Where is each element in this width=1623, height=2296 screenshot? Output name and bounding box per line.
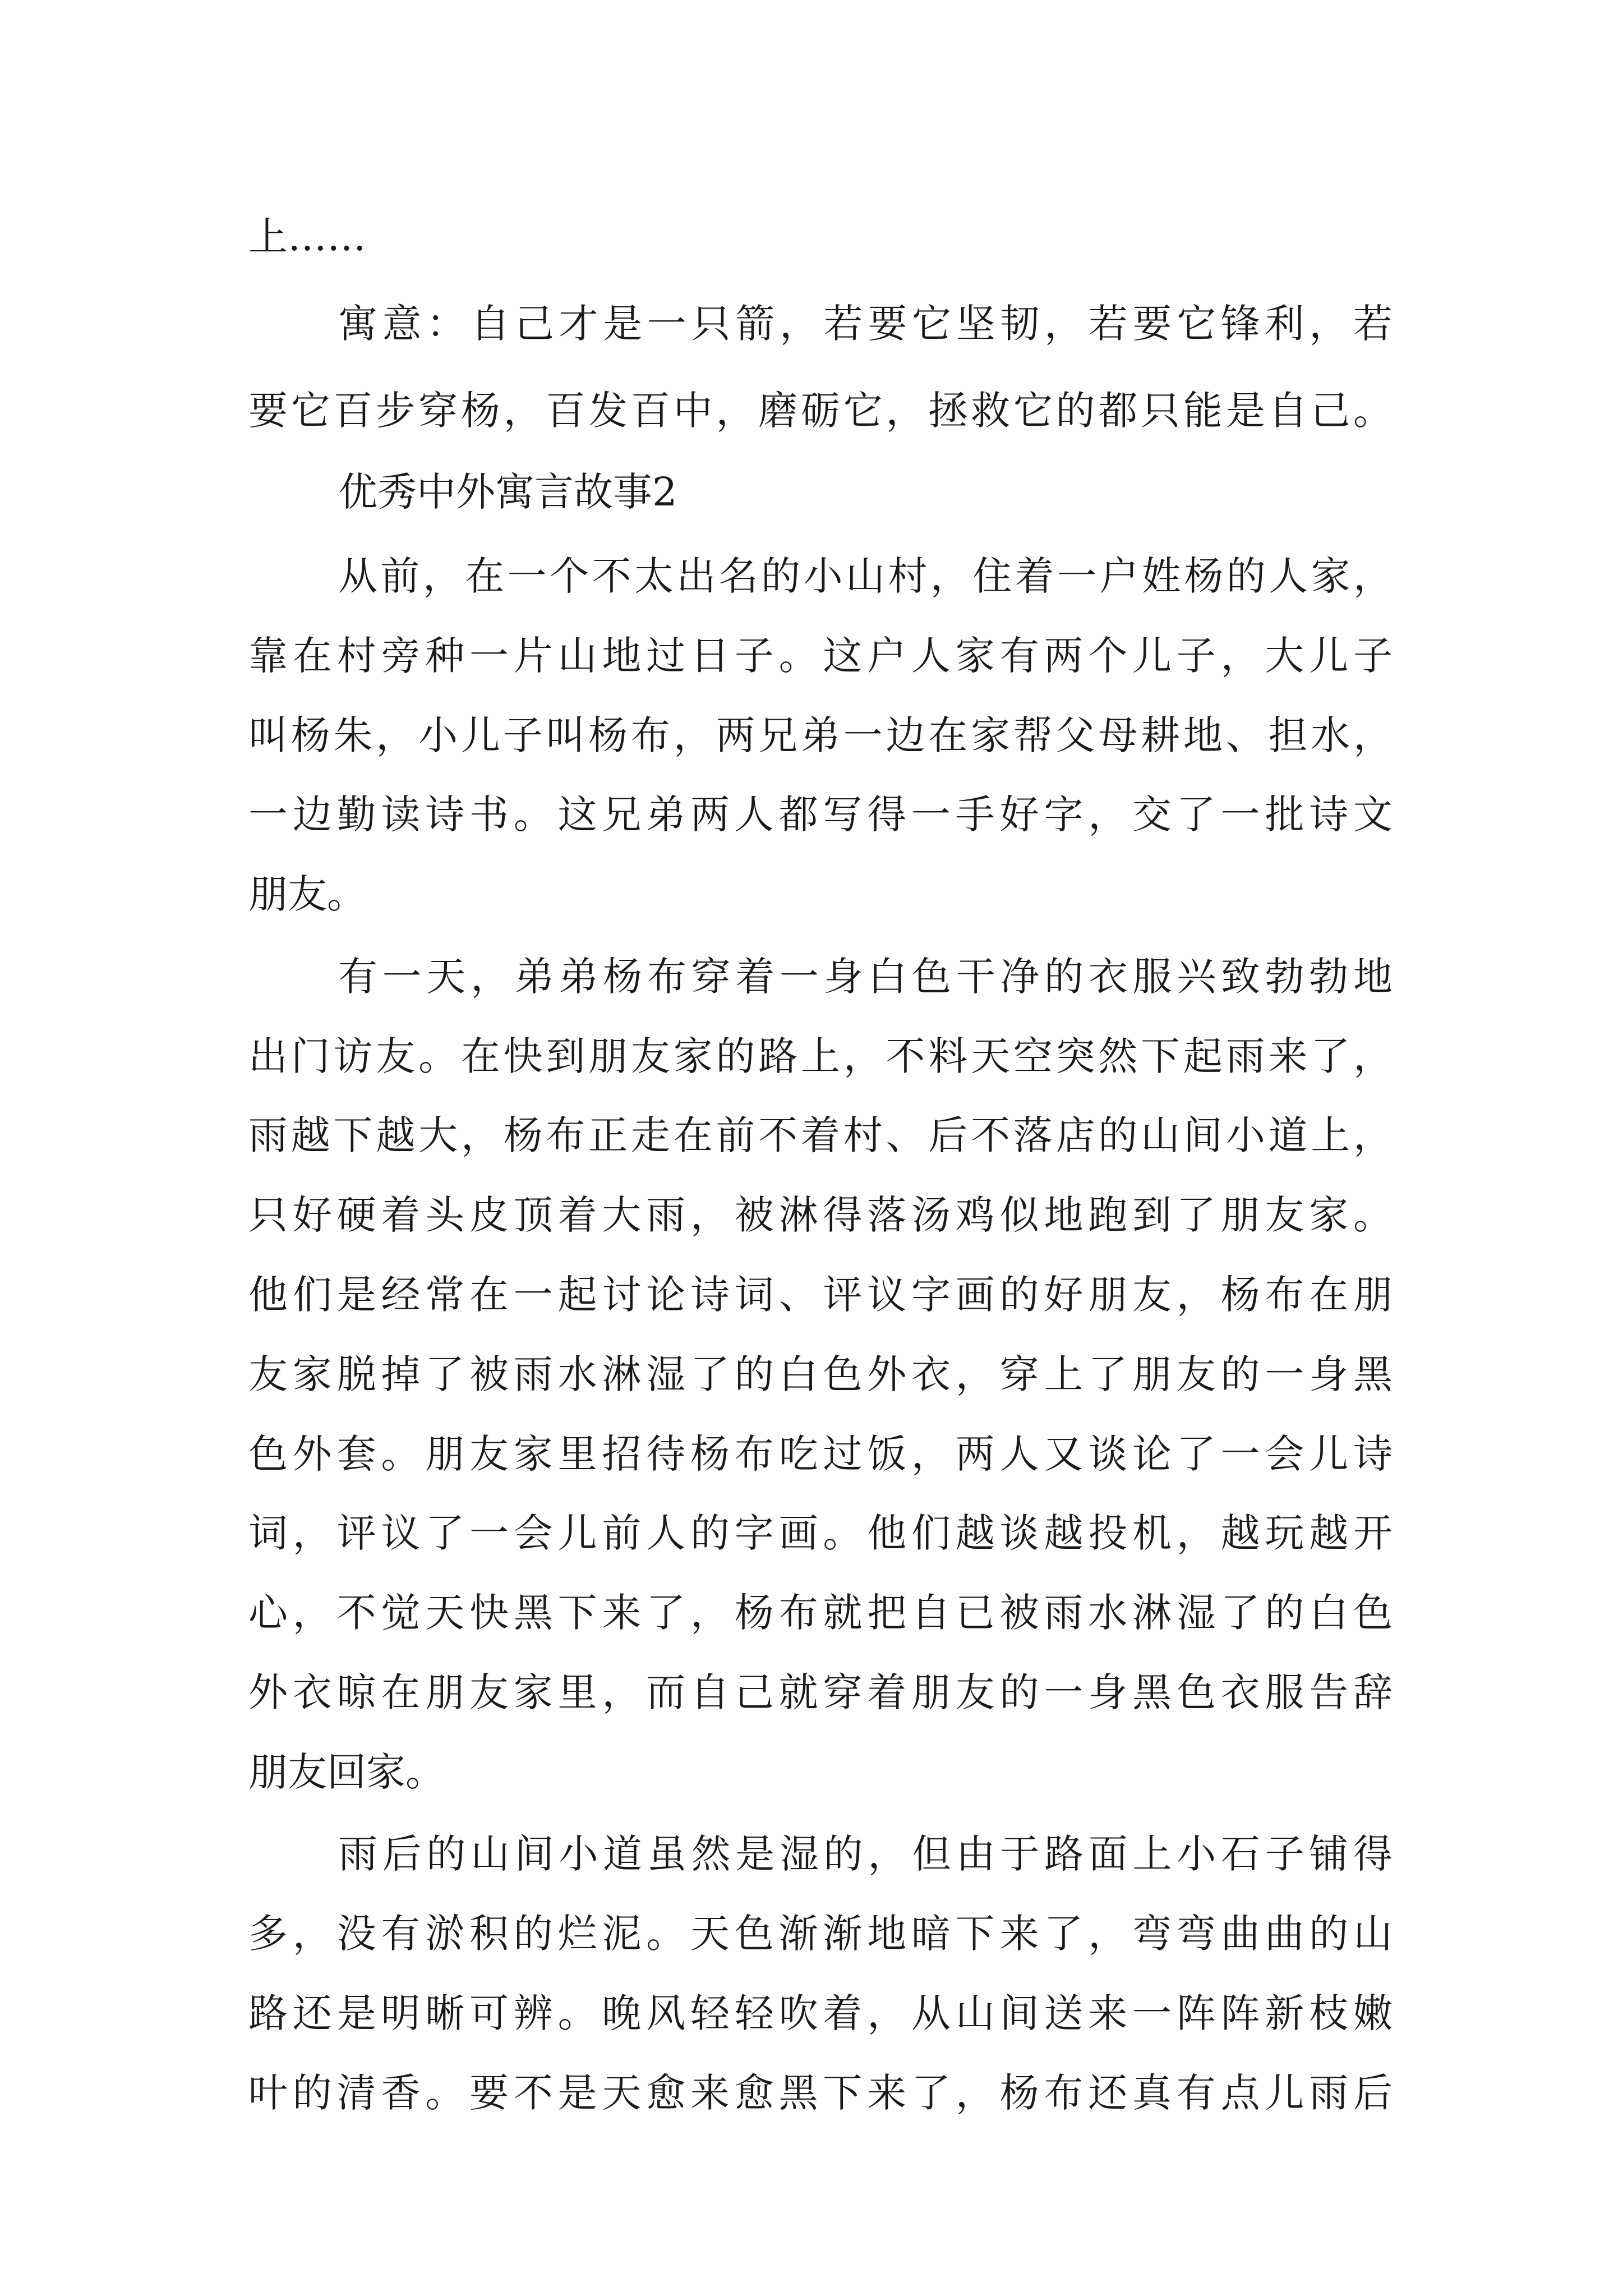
text-line: 雨后的山间小道虽然是湿的，但由于路面上小石子铺得 [338,1831,1393,1877]
text-line: 朋友。 [248,871,366,917]
text-line: 叫杨朱，小儿子叫杨布，两兄弟一边在家帮父母耕地、担水， [248,712,1393,758]
text-line: 他们是经常在一起讨论诗词、评议字画的好朋友，杨布在朋 [248,1272,1393,1318]
moral-line: 要它百步穿杨，百发百中，磨砺它，拯救它的都只能是自己。 [248,388,1393,434]
text-line: 心，不觉天快黑下来了，杨布就把自已被雨水淋湿了的白色 [248,1590,1393,1636]
text-line: 外衣晾在朋友家里，而自己就穿着朋友的一身黑色衣服告辞 [248,1669,1393,1715]
text-line: 一边勤读诗书。这兄弟两人都写得一手好字，交了一批诗文 [248,792,1393,838]
text-line: 从前，在一个不太出名的小山村，住着一户姓杨的人家， [338,553,1393,599]
text-line: 靠在村旁种一片山地过日子。这户人家有两个儿子，大儿子 [248,633,1393,679]
text-line: 词，评议了一会儿前人的字画。他们越谈越投机，越玩越开 [248,1510,1393,1556]
text-line: 雨越下越大，杨布正走在前不着村、后不落店的山间小道上， [248,1112,1393,1158]
text-line: 叶的清香。要不是天愈来愈黑下来了，杨布还真有点儿雨后 [248,2070,1393,2116]
text-line: 色外套。朋友家里招待杨布吃过饭，两人又谈论了一会儿诗 [248,1431,1393,1477]
section-heading: 优秀中外寓言故事2 [338,469,677,515]
text-line: 出门访友。在快到朋友家的路上，不料天空突然下起雨来了， [248,1033,1393,1079]
text-line: 多，没有淤积的烂泥。天色渐渐地暗下来了，弯弯曲曲的山 [248,1911,1393,1957]
text-line: 路还是明晰可辨。晚风轻轻吹着，从山间送来一阵阵新枝嫩 [248,1990,1393,2036]
text-line: 只好硬着头皮顶着大雨，被淋得落汤鸡似地跑到了朋友家。 [248,1192,1393,1238]
text-line: 朋友回家。 [248,1749,445,1795]
text-line: 有一天，弟弟杨布穿着一身白色干净的衣服兴致勃勃地 [338,954,1393,1000]
text-line: 友家脱掉了被雨水淋湿了的白色外衣，穿上了朋友的一身黑 [248,1351,1393,1397]
text-line: 上…… [248,214,366,260]
moral-line: 寓意：自己才是一只箭，若要它坚韧，若要它锋利，若 [338,301,1393,347]
